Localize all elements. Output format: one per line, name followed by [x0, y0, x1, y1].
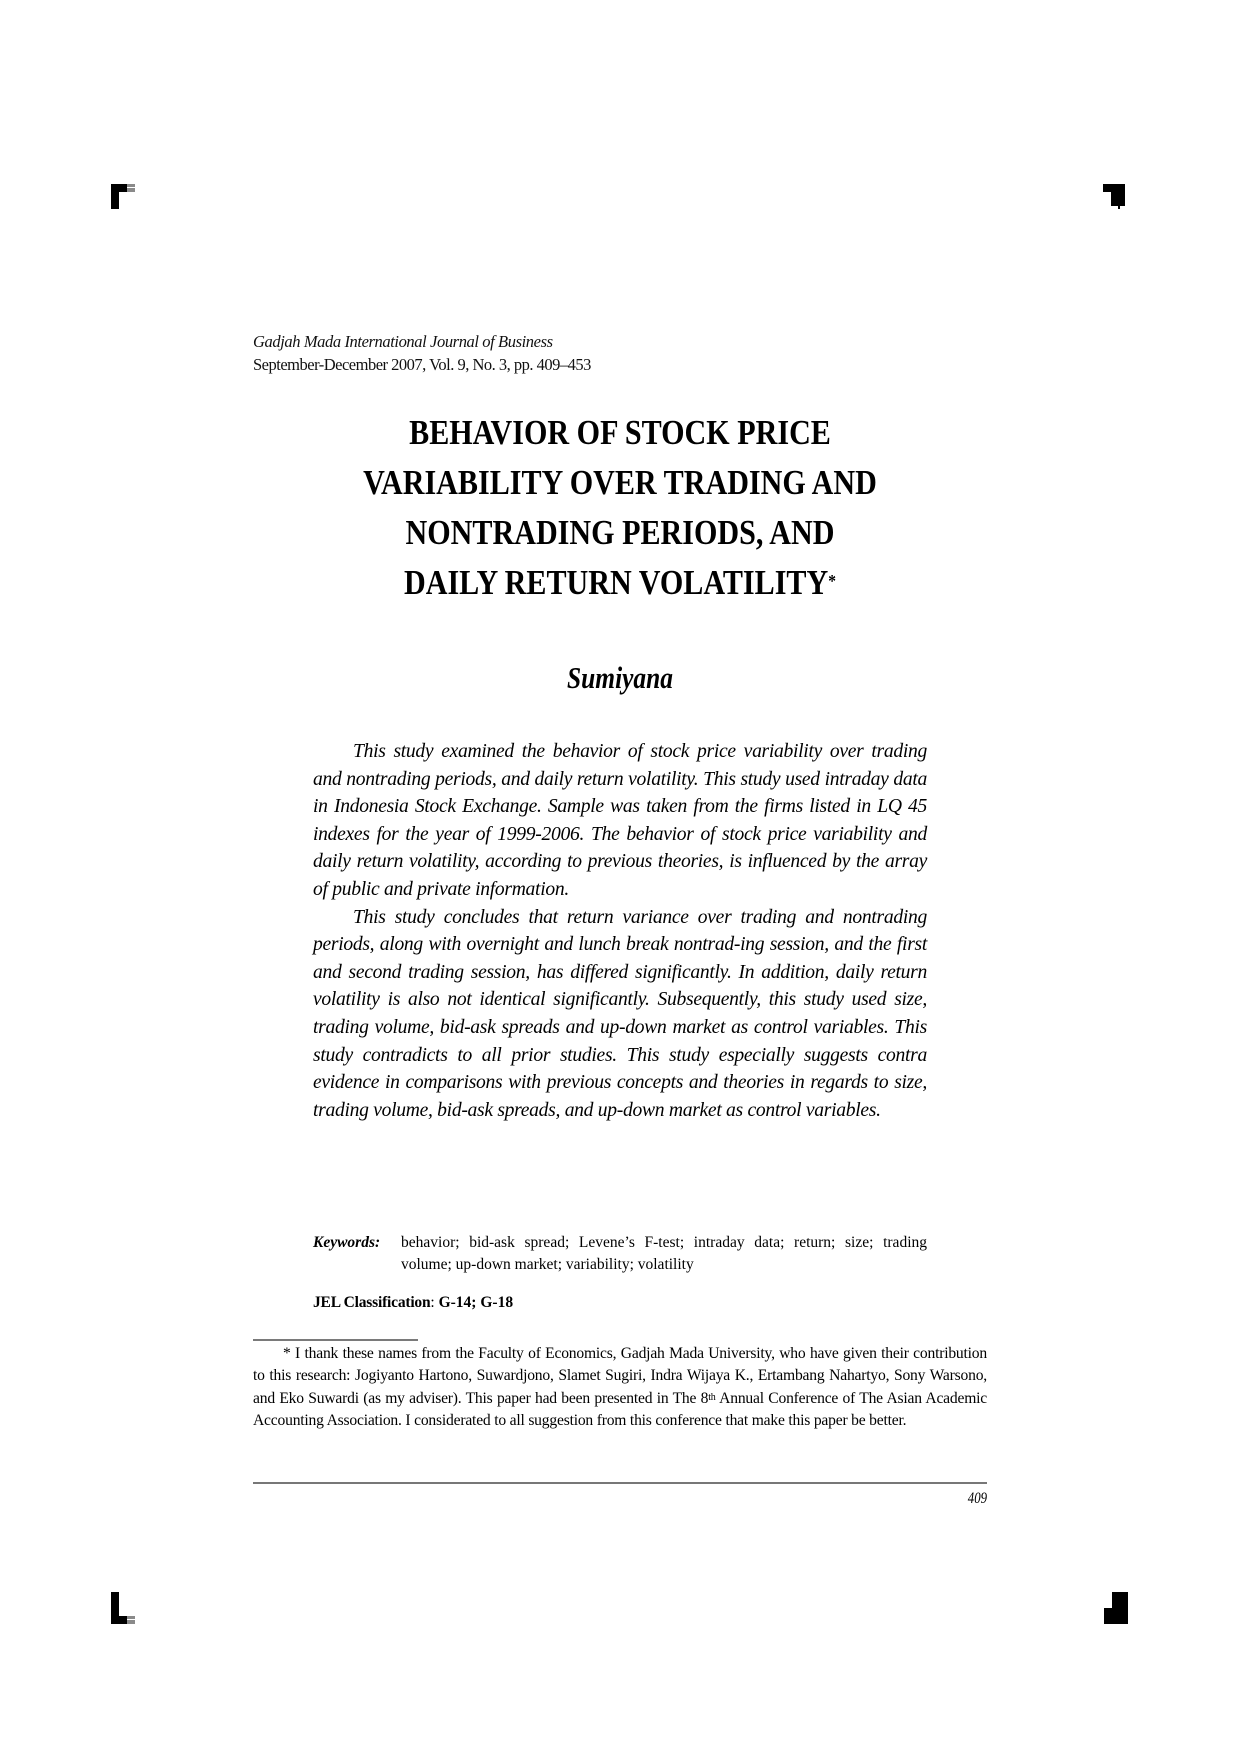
abstract [313, 738, 927, 1124]
page-number: 409 [967, 1490, 987, 1507]
title-line: VARIABILITY OVER TRADING AND [363, 463, 877, 502]
author-name: Sumiyana [567, 660, 673, 695]
jel-separator: : [430, 1294, 439, 1311]
footnote-text-cont: Annual Conference of The Asian Academic Accounting Association. I considerated to all suggestion from this conference that make this paper be better. [253, 1389, 987, 1429]
jel-classification [313, 1292, 513, 1314]
crop-mark-top-left [111, 184, 136, 209]
title-line: NONTRADING PERIODS, AND [405, 513, 835, 552]
footer-divider [253, 1482, 987, 1484]
title-line-last [304, 558, 935, 608]
abstract-paragraph: This study examined the behavior of stock price variability over trading and nontrading periods, and daily return volatility. This study used intraday data in Indonesia Stock Exchange. Sample was taken from the firms listed in LQ 45 indexes for the year of 1999-2006. The behavior of stock price variability and daily return volatility, according to previous theories, is influenced by the array of public and private information. [313, 741, 927, 900]
crop-mark-bottom-left [111, 1592, 136, 1624]
title-line-text: DAILY RETURN VOLATILITY [403, 563, 829, 602]
keywords-label: Keywords: [313, 1234, 381, 1251]
title-line: BEHAVIOR OF STOCK PRICE [409, 413, 831, 452]
journal-issue: September-December 2007, Vol. 9, No. 3, pp. 409–453 [253, 355, 591, 374]
keywords-block [313, 1232, 927, 1276]
footnote-superscript: th [708, 1391, 716, 1403]
jel-label: JEL Classification [313, 1294, 431, 1311]
journal-header [253, 330, 591, 376]
paper-title [304, 408, 935, 608]
jel-value: G-14; G-18 [438, 1294, 514, 1311]
abstract-paragraph: This study concludes that return variance over trading and nontrading periods, along with overnight and lunch break nontrad-ing session, and the first and second trading session, has differed significantly. In addition, daily return volatility is also not identical significantly. Subsequently, this study used size, trading volume, bid-ask spreads and up-down market as control variables. This study contradicts to all prior studies. This study especially suggests contra evidence in comparisons with previous concepts and theories in regards to size, trading volume, bid-ask spreads, and up-down market as control variables. [313, 906, 927, 1121]
footnote [253, 1343, 987, 1432]
title-footnote-marker[interactable]: * [828, 571, 836, 591]
keywords-text: behavior; bid-ask spread; Levene’s F-test; intraday data; return; size; trading volume; up-down market; variability; volatility [401, 1234, 927, 1273]
crop-mark-top-right [1103, 184, 1128, 210]
journal-name: Gadjah Mada International Journal of Business [253, 332, 553, 351]
crop-mark-bottom-right [1104, 1592, 1128, 1624]
footnote-text: * I thank these names from the Faculty of Economics, Gadjah Mada University, who have given their contribution to this research: Jogiyanto Hartono, Suwardjono, Slamet Sugiri, Indra Wijaya K., Ertambang Nahartyo, Sony Warsono, and Eko Suwardi (as my adviser). This paper had been presented in The 8 [253, 1345, 987, 1407]
footnote-divider [253, 1339, 418, 1341]
